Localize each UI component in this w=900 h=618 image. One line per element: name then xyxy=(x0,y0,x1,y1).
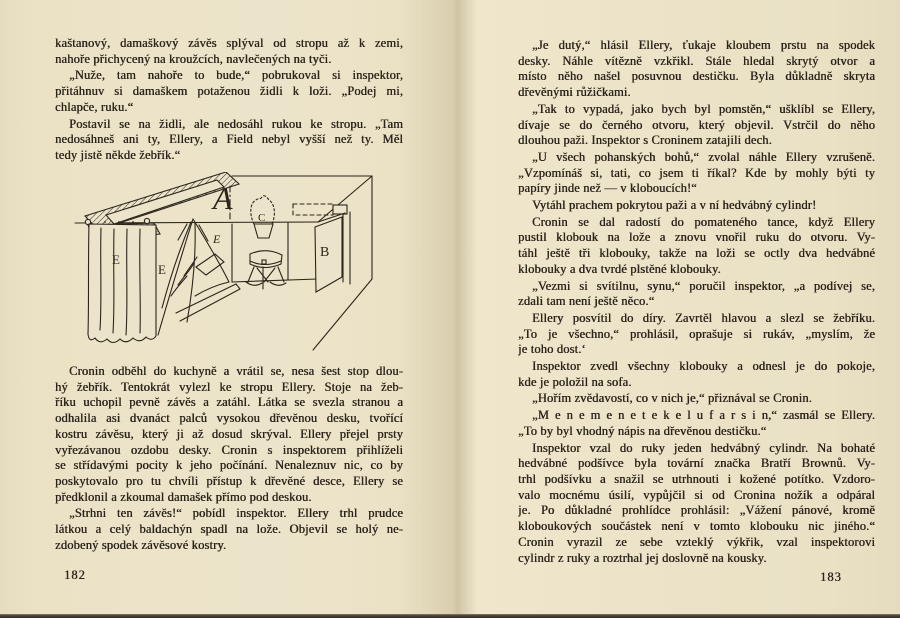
text-line: „Je dutý,“ hlásil Ellery, ťukaje kloubem prstu na spodek xyxy=(532,38,875,52)
drape-fold xyxy=(162,222,191,308)
paragraph xyxy=(55,36,403,67)
text-line: místo něho našel posuvnou destičku. Byla důkladně skryta xyxy=(518,69,875,84)
text-line: vyřezávanou ozdobu desky. Cronin s inspektorem přihlíželi xyxy=(55,442,403,457)
text-line: „Vezmi si svítilnu, synu,“ poručil inspektor, „a podívej se, xyxy=(532,278,875,293)
stool-foot xyxy=(270,282,286,285)
paragraph xyxy=(55,364,403,505)
text-line: „Strhni ten závěs!“ pobídl inspektor. Ellery trhl prudce xyxy=(69,506,403,521)
text-line: zdobený spodek závěsové kostry. xyxy=(55,537,227,552)
text-line: tedy jistě někde žebřík.“ xyxy=(55,147,181,162)
drape-fold xyxy=(178,224,187,240)
left-page-text-bottom xyxy=(55,364,403,554)
paragraph xyxy=(518,311,875,358)
curtain-ring xyxy=(144,218,149,223)
paragraph xyxy=(518,391,875,407)
text-line: „Hořím zvědavostí, co v nich je,“ přiznával se Cronin. xyxy=(532,391,812,406)
text-line: klobouky a dva tvrdé plstěné klobouky. xyxy=(518,261,721,276)
text-line: je toho dost.‘ xyxy=(518,342,586,357)
rod-dot xyxy=(104,221,106,223)
shelf-dashed-outline xyxy=(293,204,333,215)
floor-baseline xyxy=(232,279,318,282)
bed-canopy-diagram xyxy=(58,172,376,352)
curtain-left-panel xyxy=(88,224,156,343)
text-line: chlapče, ruku.“ xyxy=(55,99,134,114)
figure-label-door: B xyxy=(320,245,330,260)
stool-knob xyxy=(262,260,266,264)
text-line: říku uchopil pevně závěs a zatáhl. Látka se svezla stranou a xyxy=(55,395,403,410)
curtain-fold xyxy=(140,229,141,333)
paragraph xyxy=(518,359,875,390)
text-line: „To by byl vhodný nápis na dřevěnou destičku.“ xyxy=(518,423,767,438)
drape-fold xyxy=(199,225,208,241)
stool-leg xyxy=(264,268,275,282)
text-line: dlouhou paži. Inspektor s Croninem zatajili dech. xyxy=(518,133,772,148)
sheet-curl xyxy=(184,257,197,276)
paragraph xyxy=(518,408,875,439)
text-line: trhl podšívku a snažil se utrhnouti i kožené potítko. Vzdoro- xyxy=(518,471,875,486)
rod-dot xyxy=(118,221,120,223)
sheet-curl xyxy=(178,263,194,285)
text-line: kaštanový, damaškový závěs splýval od stropu až k zemi, xyxy=(55,36,403,50)
drape-bottom xyxy=(195,282,229,296)
text-line: Postavil se na židli, ale nedosáhl rukou ke stropu. „Tam xyxy=(69,116,403,131)
right-page xyxy=(450,0,900,618)
text-line: „M e n e m e n e t e k e l u f a r s i n,“ zasmál se Ellery. xyxy=(532,408,875,423)
paragraph xyxy=(518,215,875,278)
text-line: se střídavými pocity k jeho počínání. Nenaleznuv nic, co by xyxy=(55,458,403,473)
text-line: nahoře přichycený na kroužcích, navlečených na tyči. xyxy=(55,51,332,66)
sheet-curl xyxy=(171,276,187,296)
paragraph xyxy=(55,506,403,553)
text-line: „Nuže, tam nahoře to bude,“ pobrukoval si inspektor, xyxy=(69,68,403,83)
stool-leg xyxy=(248,267,254,282)
drape-right-edge xyxy=(193,219,229,282)
text-line: „U všech pohanských bohů,“ zvolal náhle Ellery vzrušeně. xyxy=(532,149,875,164)
text-line: Cronin se dal radostí do pomateného tance, když Ellery xyxy=(532,214,875,229)
text-line: nedosáhneš ani ty, Ellery, a Field nebyl vyšší než ty. Měl xyxy=(55,132,403,147)
text-line: „Tak to vypadá, jako bych byl pomstěn,“ ušklíbl se Ellery, xyxy=(532,101,875,116)
text-line: valo mocnému úsilí, vypůjčil si od Cronina nožík a odpáral xyxy=(518,487,875,502)
bed-rail xyxy=(180,289,240,321)
figure-label-canopy: A xyxy=(213,180,233,216)
text-line: látkou a celý baldachýn spadl na lože. Objevil se holý ne- xyxy=(55,522,403,537)
paragraph xyxy=(55,68,403,115)
text-line: Inspektor zvedl všechny klobouky a odnesl je do pokoje, xyxy=(532,359,875,374)
figure-label-curtain-right: E xyxy=(213,232,221,246)
text-line: zdali tam není ještě něco.“ xyxy=(518,294,655,309)
paragraph xyxy=(518,150,875,197)
text-line: dřevěnými růžičkami. xyxy=(518,85,631,100)
stool-foot xyxy=(246,282,262,285)
paragraph xyxy=(55,117,403,164)
basin xyxy=(254,224,273,238)
text-line: hedvábné podšívce byla tovární značka Bratří Brownů. Vy- xyxy=(518,456,875,471)
text-line: „Vzpomínáš si, tati, co jsem ti říkal? Kde by mohly býti ty xyxy=(518,165,875,180)
text-line: táhl ještě tři klobouky, takže na loži se octly dva hedvábné xyxy=(518,246,875,261)
paragraph xyxy=(518,198,875,214)
blanket-fold xyxy=(196,254,224,275)
text-line: kloboukových součástek není v tomto klobouku nic jiného.“ xyxy=(518,519,875,534)
text-line: přitáhnuv si damaškem potaženou židli k loži. „Podej mi, xyxy=(55,84,403,99)
paragraph xyxy=(518,441,875,567)
text-line: pustil klobouk na lože a znovu vnořil ruku do otvoru. Vy- xyxy=(518,230,875,245)
text-line: papíry jinde než — v kloboucích!“ xyxy=(518,181,697,196)
text-line: kde je položil na sofa. xyxy=(518,374,632,389)
text-line: cylindr z ruky a roztrhal jej doslovně na kousky. xyxy=(518,550,767,565)
text-line: poskytovalo pro tu chvíli přístup k dřevěné desce, Ellery se xyxy=(55,473,403,488)
text-line: Vytáhl prachem pokrytou paži a v ní hedvábný cylindr! xyxy=(532,198,817,213)
right-page-text xyxy=(518,38,875,567)
bed-canopy-drawing xyxy=(58,172,376,352)
text-line: dívaje se do černého otvoru, který objevil. Vstrčil do něho xyxy=(518,117,875,132)
text-line: „To je všechno,“ prohlásil, oprašuje si rukáv, „myslím, že xyxy=(518,326,875,341)
bed-rail-end xyxy=(236,284,240,289)
rod-dot xyxy=(132,221,134,223)
figure-label-washstand: C xyxy=(258,212,266,224)
text-line: hý žebřík. Tentokrát vylezl ke stropu Ellery. Stoje na žeb- xyxy=(55,379,403,394)
text-line: je. Po důkladné prohlídce prohlásil: „Vážení pánové, kromě xyxy=(518,503,875,518)
photo-bottom-edge xyxy=(0,614,900,618)
figure-label-curtain-middle: E xyxy=(158,262,166,277)
text-line: odhalila asi dvanáct palců vysokou dřevěnou desku, tvořící xyxy=(55,411,403,426)
text-line: kostru závěsu, který ji až dosud skrýval. Ellery přejel prsty xyxy=(55,426,403,441)
page-number-right: 183 xyxy=(820,570,842,584)
text-line: Cronin vyrazil ze sebe vzteklý výkřik, vzal inspektorovi xyxy=(518,534,875,549)
paragraph xyxy=(518,279,875,310)
paragraph xyxy=(518,38,875,101)
text-line: Inspektor vzal do ruky jeden hedvábný cylindr. Na bohaté xyxy=(532,440,875,455)
text-line: předklonil a zkoumal damašek přímo pod deskou. xyxy=(55,489,312,504)
bed-rail xyxy=(176,284,236,313)
paragraph xyxy=(518,102,875,149)
text-line: desky. Náhle vítězně vzkřikl. Stále hledal skrytý otvor a xyxy=(518,53,875,68)
left-page-text-top xyxy=(55,36,403,165)
canopy-frame-inner xyxy=(106,180,224,224)
page-number-left: 182 xyxy=(64,568,86,582)
floor-diagonal xyxy=(313,279,372,350)
text-line: Ellery posvítil do díry. Zavrtěl hlavou a slezl se žebříku. xyxy=(532,310,875,325)
figure-label-curtain-left: E xyxy=(112,252,120,267)
text-line: Cronin odběhl do kuchyně a vrátil se, nesa šest stop dlou- xyxy=(69,364,403,378)
